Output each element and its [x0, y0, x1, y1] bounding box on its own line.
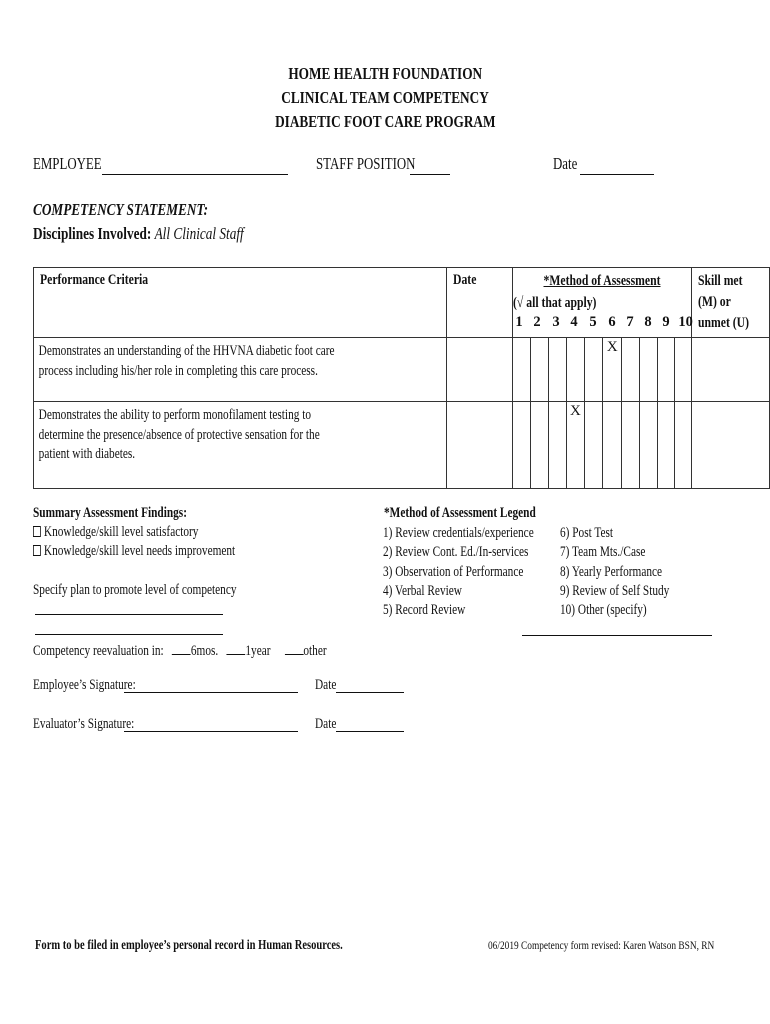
date-header-cell	[447, 268, 513, 338]
summary-title: Summary Assessment Findings:	[33, 505, 187, 521]
method-number: 5	[589, 314, 597, 330]
method-number: 8	[644, 314, 652, 330]
method-number: 7	[626, 314, 634, 330]
method-cell-8[interactable]	[639, 402, 658, 489]
method-cell-3[interactable]	[548, 402, 567, 489]
form-title-line3: DIABETIC FOOT CARE PROGRAM	[274, 112, 496, 131]
method-cell-1[interactable]	[513, 402, 531, 489]
method-cell-1[interactable]	[513, 338, 531, 402]
criteria-header-cell	[34, 268, 447, 338]
footer-revision-note: 06/2019 Competency form revised: Karen Watson BSN, RN	[488, 938, 715, 952]
method-cell-5[interactable]	[584, 338, 603, 402]
method-cell-7[interactable]	[622, 338, 640, 402]
method-number: 4	[570, 314, 578, 330]
summary-option-needs-improvement[interactable]: Knowledge/skill level needs improvement	[33, 543, 292, 560]
criteria-text: Demonstrates the ability to perform monofilament testing to determine the presence/absence of protective sensation for the patient with diabetes.	[38, 407, 320, 462]
form-title-line2: CLINICAL TEAM COMPETENCY	[281, 88, 489, 107]
reeval-6mos: 6mos.	[190, 643, 219, 659]
skill-header-cell	[691, 268, 769, 338]
method-cell-10[interactable]	[674, 402, 691, 489]
employee-label: EMPLOYEE	[33, 154, 102, 173]
method-cell-6[interactable]	[603, 338, 622, 402]
legend-item: 10) Other (specify)	[560, 602, 647, 619]
disciplines-value: All Clinical Staff	[154, 224, 244, 243]
legend-item: 6) Post Test	[560, 525, 614, 541]
staff-position-line[interactable]	[410, 160, 450, 175]
method-cell-6[interactable]	[603, 402, 622, 489]
skill-header-line1: Skill met	[697, 273, 743, 289]
method-cell-4[interactable]	[567, 338, 585, 402]
method-number: 3	[552, 314, 560, 330]
employee-signature-date-line[interactable]	[336, 692, 404, 693]
criteria-text: Demonstrates an understanding of the HHVNA diabetic foot care process including his/her role in completing this care process.	[38, 343, 335, 379]
skill-met-cell[interactable]	[691, 338, 769, 402]
method-header-cell	[513, 268, 691, 338]
evaluator-signature-label: Evaluator’s Signature:	[33, 716, 135, 732]
legend-left-list	[383, 524, 576, 620]
assessment-mark: X	[606, 339, 618, 355]
reeval-1year-blank[interactable]	[227, 640, 246, 655]
method-cell-7[interactable]	[622, 402, 640, 489]
legend-right-list	[560, 524, 700, 620]
disciplines-label: Disciplines Involved:	[33, 224, 152, 243]
checkbox-icon[interactable]	[33, 545, 41, 556]
employee-signature-date-label: Date	[315, 677, 337, 693]
reeval-other-blank[interactable]	[285, 640, 304, 655]
table-row	[34, 402, 770, 489]
disciplines-involved	[33, 224, 303, 244]
other-specify-line[interactable]	[522, 635, 712, 636]
employee-signature-line[interactable]	[124, 692, 298, 693]
method-cell-4[interactable]	[567, 402, 585, 489]
criteria-cell	[34, 402, 447, 489]
method-number: 6	[608, 314, 616, 330]
date-label: Date	[553, 154, 578, 173]
legend-item: 2) Review Cont. Ed./In-services	[383, 544, 529, 561]
evaluator-signature-line[interactable]	[124, 731, 298, 732]
date-cell[interactable]	[447, 402, 513, 489]
legend-item: 1) Review credentials/experience	[383, 525, 534, 541]
performance-table	[33, 267, 770, 489]
method-cell-10[interactable]	[674, 338, 691, 402]
legend-item: 8) Yearly Performance	[560, 563, 663, 580]
reeval-1year: 1year	[245, 643, 271, 659]
reeval-other: other	[303, 643, 327, 659]
method-cell-5[interactable]	[584, 402, 603, 489]
form-title-line1: HOME HEALTH FOUNDATION	[288, 64, 482, 83]
method-cell-2[interactable]	[530, 338, 548, 402]
method-cell-9[interactable]	[658, 402, 675, 489]
assessment-mark: X	[570, 403, 581, 419]
method-header: *Method of Assessment	[543, 273, 661, 289]
checkbox-icon[interactable]	[33, 526, 41, 537]
criteria-cell	[34, 338, 447, 402]
date-cell[interactable]	[447, 338, 513, 402]
method-cell-9[interactable]	[658, 338, 675, 402]
table-row	[34, 338, 770, 402]
reevaluation-row	[33, 640, 409, 660]
staff-position-label: STAFF POSITION	[316, 154, 416, 173]
plan-line-1[interactable]	[35, 614, 223, 615]
plan-line-2[interactable]	[35, 634, 223, 635]
summary-option-satisfactory[interactable]: Knowledge/skill level satisfactory	[33, 524, 245, 541]
legend-item: 4) Verbal Review	[383, 582, 462, 599]
legend-title: *Method of Assessment Legend	[384, 505, 536, 521]
method-number: 2	[533, 314, 541, 330]
employee-line[interactable]	[102, 160, 288, 175]
method-number: 10	[678, 314, 693, 330]
method-cell-3[interactable]	[548, 338, 567, 402]
skill-header-line2: (M) or	[697, 294, 731, 310]
method-number: 1	[515, 314, 523, 330]
reeval-6mos-blank[interactable]	[172, 640, 191, 655]
legend-item: 5) Record Review	[383, 602, 466, 619]
employee-signature-label: Employee’s Signature:	[33, 677, 136, 693]
legend-item: 3) Observation of Performance	[383, 563, 524, 580]
method-subheader: (√ all that apply)	[513, 295, 597, 311]
legend-item: 7) Team Mts./Case	[560, 544, 646, 561]
reeval-label: Competency reevaluation in:	[33, 643, 164, 659]
skill-header-line3: unmet (U)	[697, 315, 749, 331]
evaluator-signature-date-label: Date	[315, 716, 337, 732]
method-cell-2[interactable]	[530, 402, 548, 489]
footer-filing-note: Form to be filed in employee’s personal record in Human Resources.	[35, 937, 343, 952]
criteria-header: Performance Criteria	[40, 272, 149, 288]
evaluator-signature-date-line[interactable]	[336, 731, 404, 732]
legend-item: 9) Review of Self Study	[560, 582, 670, 599]
competency-statement-label: COMPETENCY STATEMENT:	[33, 200, 208, 219]
date-line[interactable]	[580, 160, 654, 175]
date-header: Date	[453, 272, 477, 288]
table-header-row	[34, 268, 770, 338]
plan-label: Specify plan to promote level of competency	[33, 582, 237, 598]
method-number: 9	[662, 314, 670, 330]
method-cell-8[interactable]	[639, 338, 658, 402]
method-numbers	[513, 314, 693, 332]
skill-met-cell[interactable]	[691, 402, 769, 489]
